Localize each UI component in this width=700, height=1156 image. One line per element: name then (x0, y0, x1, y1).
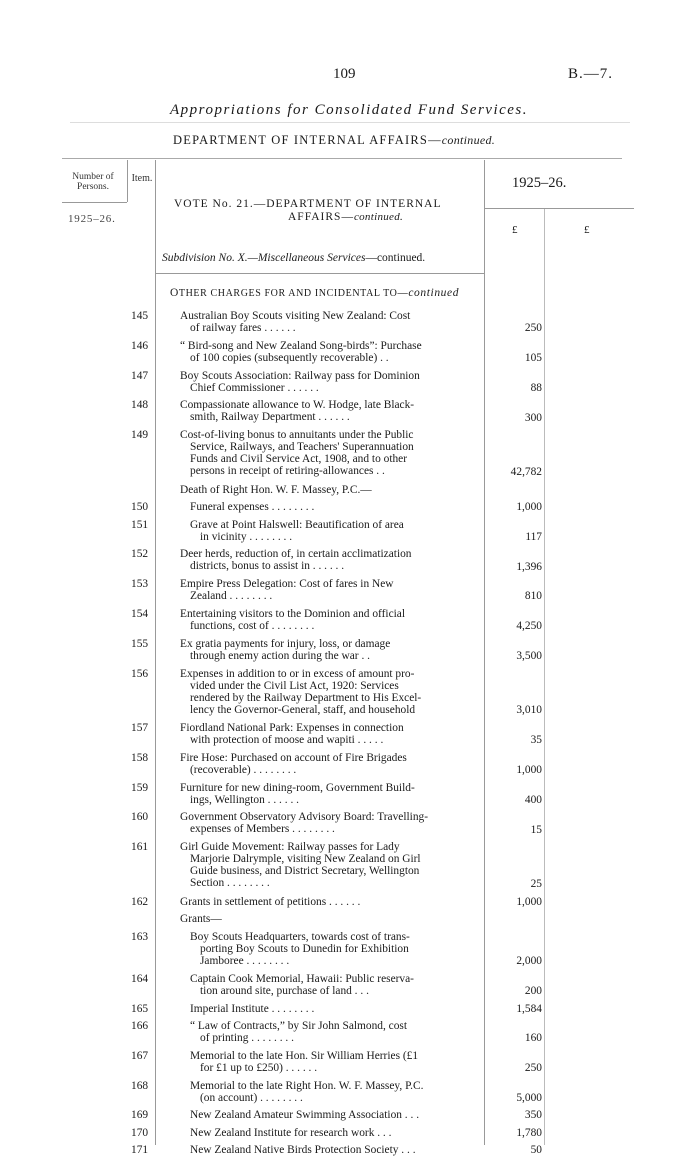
item-amount: 1,000 (516, 895, 542, 908)
item-line: Furniture for new dining-room, Government Build- (180, 781, 415, 794)
item-number: 165 (131, 1002, 149, 1015)
item-description (180, 1003, 480, 1015)
year-head-rule (484, 208, 634, 209)
item-description (180, 484, 480, 496)
item-number: 162 (131, 895, 149, 908)
item-line: of printing . . . . . . . . (200, 1032, 294, 1044)
item-amount: 5,000 (516, 1091, 542, 1104)
item-amount: 300 (524, 411, 542, 424)
pound-symbol-2: £ (584, 224, 590, 236)
item-line: Chief Commissioner . . . . . . (190, 381, 319, 394)
item-number: 148 (131, 399, 149, 412)
item-line: expenses of Members . . . . . . . . (190, 823, 335, 836)
item-line: Cost-of-living bonus to annuitants under the Public (180, 429, 414, 442)
item-number: 146 (131, 339, 149, 352)
item-line: Empire Press Delegation: Cost of fares in New (180, 578, 394, 591)
item-amount: 250 (524, 322, 542, 335)
item-label: Item. (131, 173, 153, 184)
item-line: vided under the Civil List Act, 1920: Services (190, 679, 399, 692)
item-description (180, 1050, 480, 1074)
item-line: persons in receipt of retiring-allowances . . (190, 465, 385, 478)
year-heading: 1925–26. (512, 175, 567, 191)
item-description (180, 752, 480, 776)
item-line: Guide business, and District Secretary, Wellington (190, 865, 420, 878)
item-line: Deer herds, reduction of, in certain acclimatization (180, 548, 412, 561)
item-description (180, 913, 480, 925)
item-line: Grants in settlement of petitions . . . . . . (180, 895, 361, 908)
item-number: 145 (131, 310, 149, 322)
item-line: New Zealand Amateur Swimming Association . . . (190, 1109, 420, 1122)
item-description (180, 896, 480, 908)
item-number: 151 (131, 518, 149, 531)
item-description (180, 1109, 480, 1121)
item-line: porting Boy Scouts to Dunedin for Exhibition (200, 942, 409, 955)
item-line: districts, bonus to assist in . . . . . . (190, 560, 345, 573)
item-amount: 250 (524, 1062, 542, 1075)
item-description (180, 370, 480, 394)
persons-head-rule (62, 202, 127, 203)
item-amount: 350 (524, 1109, 542, 1122)
item-description (180, 973, 480, 997)
subdivision-rule (155, 273, 484, 274)
item-line: with protection of moose and wapiti . . . . . (190, 734, 384, 746)
item-number: 149 (131, 429, 149, 442)
item-number: 158 (131, 751, 149, 764)
item-description (180, 429, 480, 477)
item-line: Australian Boy Scouts visiting New Zealand: Cost (180, 310, 411, 322)
item-description (180, 722, 480, 746)
item-amount: 400 (524, 793, 542, 806)
item-description (180, 519, 480, 543)
item-number: 163 (131, 930, 149, 943)
item-amount: 4,250 (516, 620, 542, 633)
title-rule (70, 122, 630, 123)
total-column-rule (544, 208, 545, 1145)
item-line: Girl Guide Movement: Railway passes for Lady (180, 841, 400, 854)
item-description (180, 1144, 480, 1156)
department-heading: DEPARTMENT OF INTERNAL AFFAIRS—continued. (173, 133, 496, 147)
item-line: Entertaining visitors to the Dominion and official (180, 608, 406, 620)
item-description (180, 1020, 480, 1044)
item-line: Death of Right Hon. W. F. Massey, P.C.— (180, 483, 372, 496)
page-title: Appropriations for Consolidated Fund Services. (170, 102, 529, 118)
item-number: 161 (131, 841, 149, 854)
item-description (180, 1127, 480, 1139)
item-amount: 42,782 (510, 466, 542, 479)
item-amount: 3,010 (516, 704, 542, 717)
item-line: smith, Railway Department . . . . . . (190, 411, 350, 424)
document-reference: B.—7. (568, 66, 614, 82)
item-line: of 100 copies (subsequently recoverable) . . (190, 351, 389, 364)
item-amount: 88 (530, 381, 542, 394)
item-description (180, 399, 480, 423)
item-description (180, 1080, 480, 1104)
item-description (180, 608, 480, 632)
item-line: Compassionate allowance to W. Hodge, late Black- (180, 399, 415, 412)
pound-symbol-1: £ (512, 224, 518, 236)
item-line: through enemy action during the war . . (190, 649, 370, 662)
item-line: “ Bird-song and New Zealand Song-birds”: Purchase (180, 339, 422, 352)
item-line: Government Observatory Advisory Board: Travelling- (180, 811, 429, 824)
item-number: 159 (131, 781, 149, 794)
item-number: 156 (131, 667, 149, 680)
item-line: Imperial Institute . . . . . . . . (190, 1002, 315, 1015)
table-top-rule (62, 158, 622, 159)
item-line: ings, Wellington . . . . . . (190, 793, 299, 806)
item-description (180, 340, 480, 364)
item-amount: 1,000 (516, 501, 542, 514)
item-description (180, 501, 480, 513)
item-amount: 200 (524, 984, 542, 997)
item-number: 169 (131, 1109, 149, 1122)
item-line: in vicinity . . . . . . . . (200, 530, 293, 543)
item-description (180, 841, 480, 889)
item-number: 171 (131, 1144, 149, 1156)
item-line: Memorial to the late Hon. Sir William Herries (£1 (190, 1049, 419, 1062)
item-description (180, 638, 480, 662)
item-number: 152 (131, 548, 149, 561)
item-line: rendered by the Railway Department to His Excel- (190, 691, 422, 704)
number-of-persons-label: Number of Persons. (72, 172, 114, 192)
item-line: Jamboree . . . . . . . . (200, 954, 290, 967)
item-line: (on account) . . . . . . . . (200, 1091, 303, 1104)
item-line: Marjorie Dalrymple, visiting New Zealand on Girl (190, 853, 421, 866)
item-line: Funeral expenses . . . . . . . . (190, 501, 315, 514)
item-number: 147 (131, 369, 149, 382)
subdivision-heading: Subdivision No. X.—Miscellaneous Services—continued. (162, 252, 426, 264)
page-number: 109 (333, 66, 356, 82)
item-number: 153 (131, 578, 149, 591)
item-amount: 15 (530, 823, 542, 836)
item-description (180, 782, 480, 806)
item-line: Captain Cook Memorial, Hawaii: Public reserva- (190, 972, 414, 985)
item-number: 155 (131, 637, 149, 650)
item-line: Expenses in addition to or in excess of amount pro- (180, 667, 415, 680)
item-line: Ex gratia payments for injury, loss, or damage (180, 637, 391, 650)
persons-year: 1925–26. (68, 213, 116, 225)
item-line: Memorial to the late Right Hon. W. F. Massey, P.C. (190, 1079, 424, 1092)
item-amount: 160 (524, 1032, 542, 1045)
item-amount: 1,584 (516, 1002, 542, 1015)
item-description (180, 668, 480, 716)
item-number: 154 (131, 608, 149, 620)
item-number: 160 (131, 811, 149, 824)
item-line: Fiordland National Park: Expenses in connection (180, 722, 404, 734)
item-line: Fire Hose: Purchased on account of Fire Brigades (180, 751, 407, 764)
item-amount: 25 (530, 878, 542, 891)
item-line: Section . . . . . . . . (190, 877, 270, 890)
item-number: 170 (131, 1126, 149, 1139)
item-line: Service, Railways, and Teachers' Superannuation (190, 441, 414, 454)
item-number: 150 (131, 501, 149, 514)
persons-column-rule (127, 160, 128, 202)
item-description (180, 578, 480, 602)
item-line: “ Law of Contracts,” by Sir John Salmond, cost (190, 1020, 408, 1032)
item-amount: 1,396 (516, 560, 542, 573)
item-amount: 117 (525, 530, 542, 543)
item-line: Boy Scouts Headquarters, towards cost of trans- (190, 930, 410, 943)
item-line: New Zealand Native Birds Protection Society . . . (190, 1144, 416, 1156)
item-amount: 3,500 (516, 650, 542, 663)
item-line: Funds and Civil Service Act, 1908, and to other (190, 453, 408, 466)
item-line: tion around site, purchase of land . . . (200, 984, 369, 997)
item-line: (recoverable) . . . . . . . . (190, 763, 297, 776)
item-number: 157 (131, 722, 149, 734)
other-charges-heading: OTHER CHARGES FOR AND INCIDENTAL TO—continued (170, 287, 460, 299)
item-number: 164 (131, 972, 149, 985)
item-line: Zealand . . . . . . . . (190, 590, 273, 603)
item-number: 168 (131, 1079, 149, 1092)
item-line: New Zealand Institute for research work . . . (190, 1126, 392, 1139)
item-line: lency the Governor-General, staff, and household (190, 703, 416, 716)
item-amount: 1,000 (516, 764, 542, 777)
item-line: Boy Scouts Association: Railway pass for Dominion (180, 369, 420, 382)
item-description (180, 811, 480, 835)
item-description (180, 310, 480, 334)
item-number: 166 (131, 1020, 149, 1032)
item-line: of railway fares . . . . . . (190, 322, 296, 334)
item-column-rule (155, 160, 156, 1145)
item-line: functions, cost of . . . . . . . . (190, 620, 315, 632)
item-description (180, 548, 480, 572)
item-amount: 35 (530, 734, 542, 747)
item-line: Grants— (180, 913, 222, 926)
item-line: for £1 up to £250) . . . . . . (200, 1061, 318, 1074)
item-amount: 50 (530, 1144, 542, 1156)
item-line: Grave at Point Halswell: Beautification of area (190, 518, 404, 531)
item-amount: 1,780 (516, 1126, 542, 1139)
item-amount: 810 (524, 590, 542, 603)
vote-heading: VOTE No. 21.—DEPARTMENT OF INTERNAL AFFAIRS—continued. (174, 198, 442, 223)
item-amount: 2,000 (516, 955, 542, 968)
item-description (180, 931, 480, 967)
item-number: 167 (131, 1049, 149, 1062)
item-amount: 105 (524, 352, 542, 365)
